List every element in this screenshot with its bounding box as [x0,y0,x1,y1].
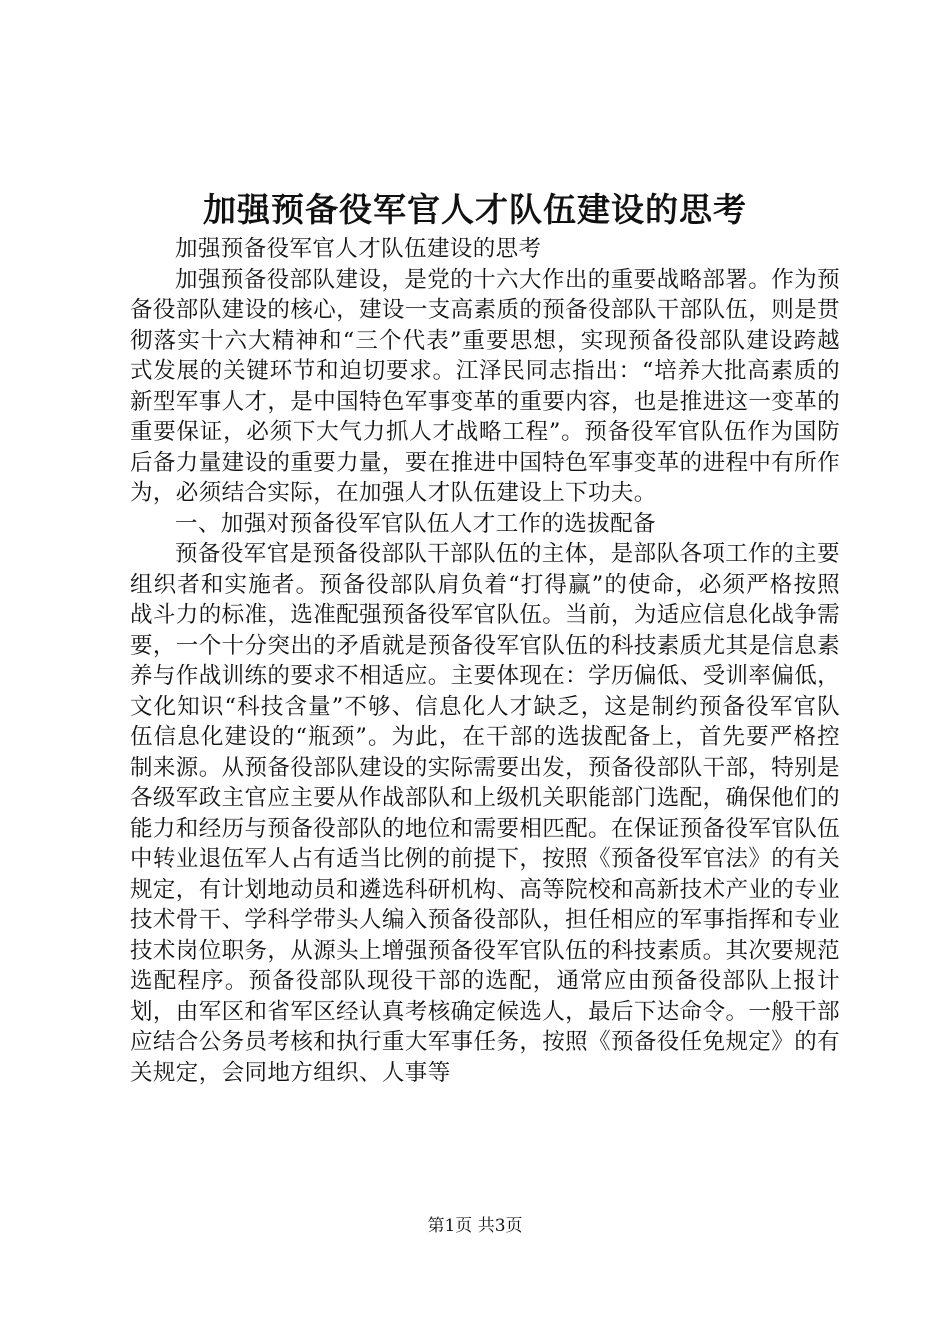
paragraph-section-1: 预备役军官是预备役部队干部队伍的主体，是部队各项工作的主要组织者和实施者。预备役部队肩负着“打得赢”的使命，必须严格按照战斗力的标准，选准配强预备役军官队伍。当前，为适应信息化战争需要，一个十分突出的矛盾就是预备役军官队伍的科技素质尤其是信息素养与作战训练的要求不相适应。主要体现在：学历偏低、受训率偏低，文化知识“科技含量”不够、信息化人才缺乏，这是制约预备役军官队伍信息化建设的“瓶颈”。为此，在干部的选拔配备上，首先要严格控制来源。从预备役部队建设的实际需要出发，预备役部队干部，特别是各级军政主官应主要从作战部队和上级机关职能部门选配，确保他们的能力和经历与预备役部队的地位和需要相匹配。在保证预备役军官队伍中转业退伍军人占有适当比例的前提下，按照《预备役军官法》的有关规定，有计划地动员和遴选科研机构、高等院校和高新技术产业的专业技术骨干、学科学带头人编入预备役部队，担任相应的军事指挥和专业技术岗位职务，从源头上增强预备役军官队伍的科技素质。其次要规范选配程序。预备役部队现役干部的选配，通常应由预备役部队上报计划，由军区和省军区经认真考核确定候选人，最后下达命令。一般干部应结合公务员考核和执行重大军事任务，按照《预备役任免规定》的有关规定，会同地方组织、人事等 [130,541,840,1086]
section-heading-1: 一、加强对预备役军官队伍人才工作的选拔配备 [175,510,656,537]
document-body [130,234,840,1088]
paragraph-intro: 加强预备役部队建设，是党的十六大作出的重要战略部署。作为预备役部队建设的核心，建设一支高素质的预备役部队干部队伍，则是贯彻落实十六大精神和“三个代表”重要思想，实现预备役部队建设跨越式发展的关键环节和迫切要求。江泽民同志指出：“培养大批高素质的新型军事人才，是中国特色军事变革的重要内容，也是推进这一变革的重要保证，必须下大气力抓人才战略工程”。预备役军官队伍作为国防后备力量建设的重要力量，要在推进中国特色军事变革的进程中有所作为，必须结合实际，在加强人才队伍建设上下功夫。 [130,266,840,506]
page-number: 第1页 共3页 [427,1216,523,1236]
paragraph-subtitle: 加强预备役军官人才队伍建设的思考 [175,236,542,262]
document-title: 加强预备役军官人才队伍建设的思考 [203,190,747,229]
